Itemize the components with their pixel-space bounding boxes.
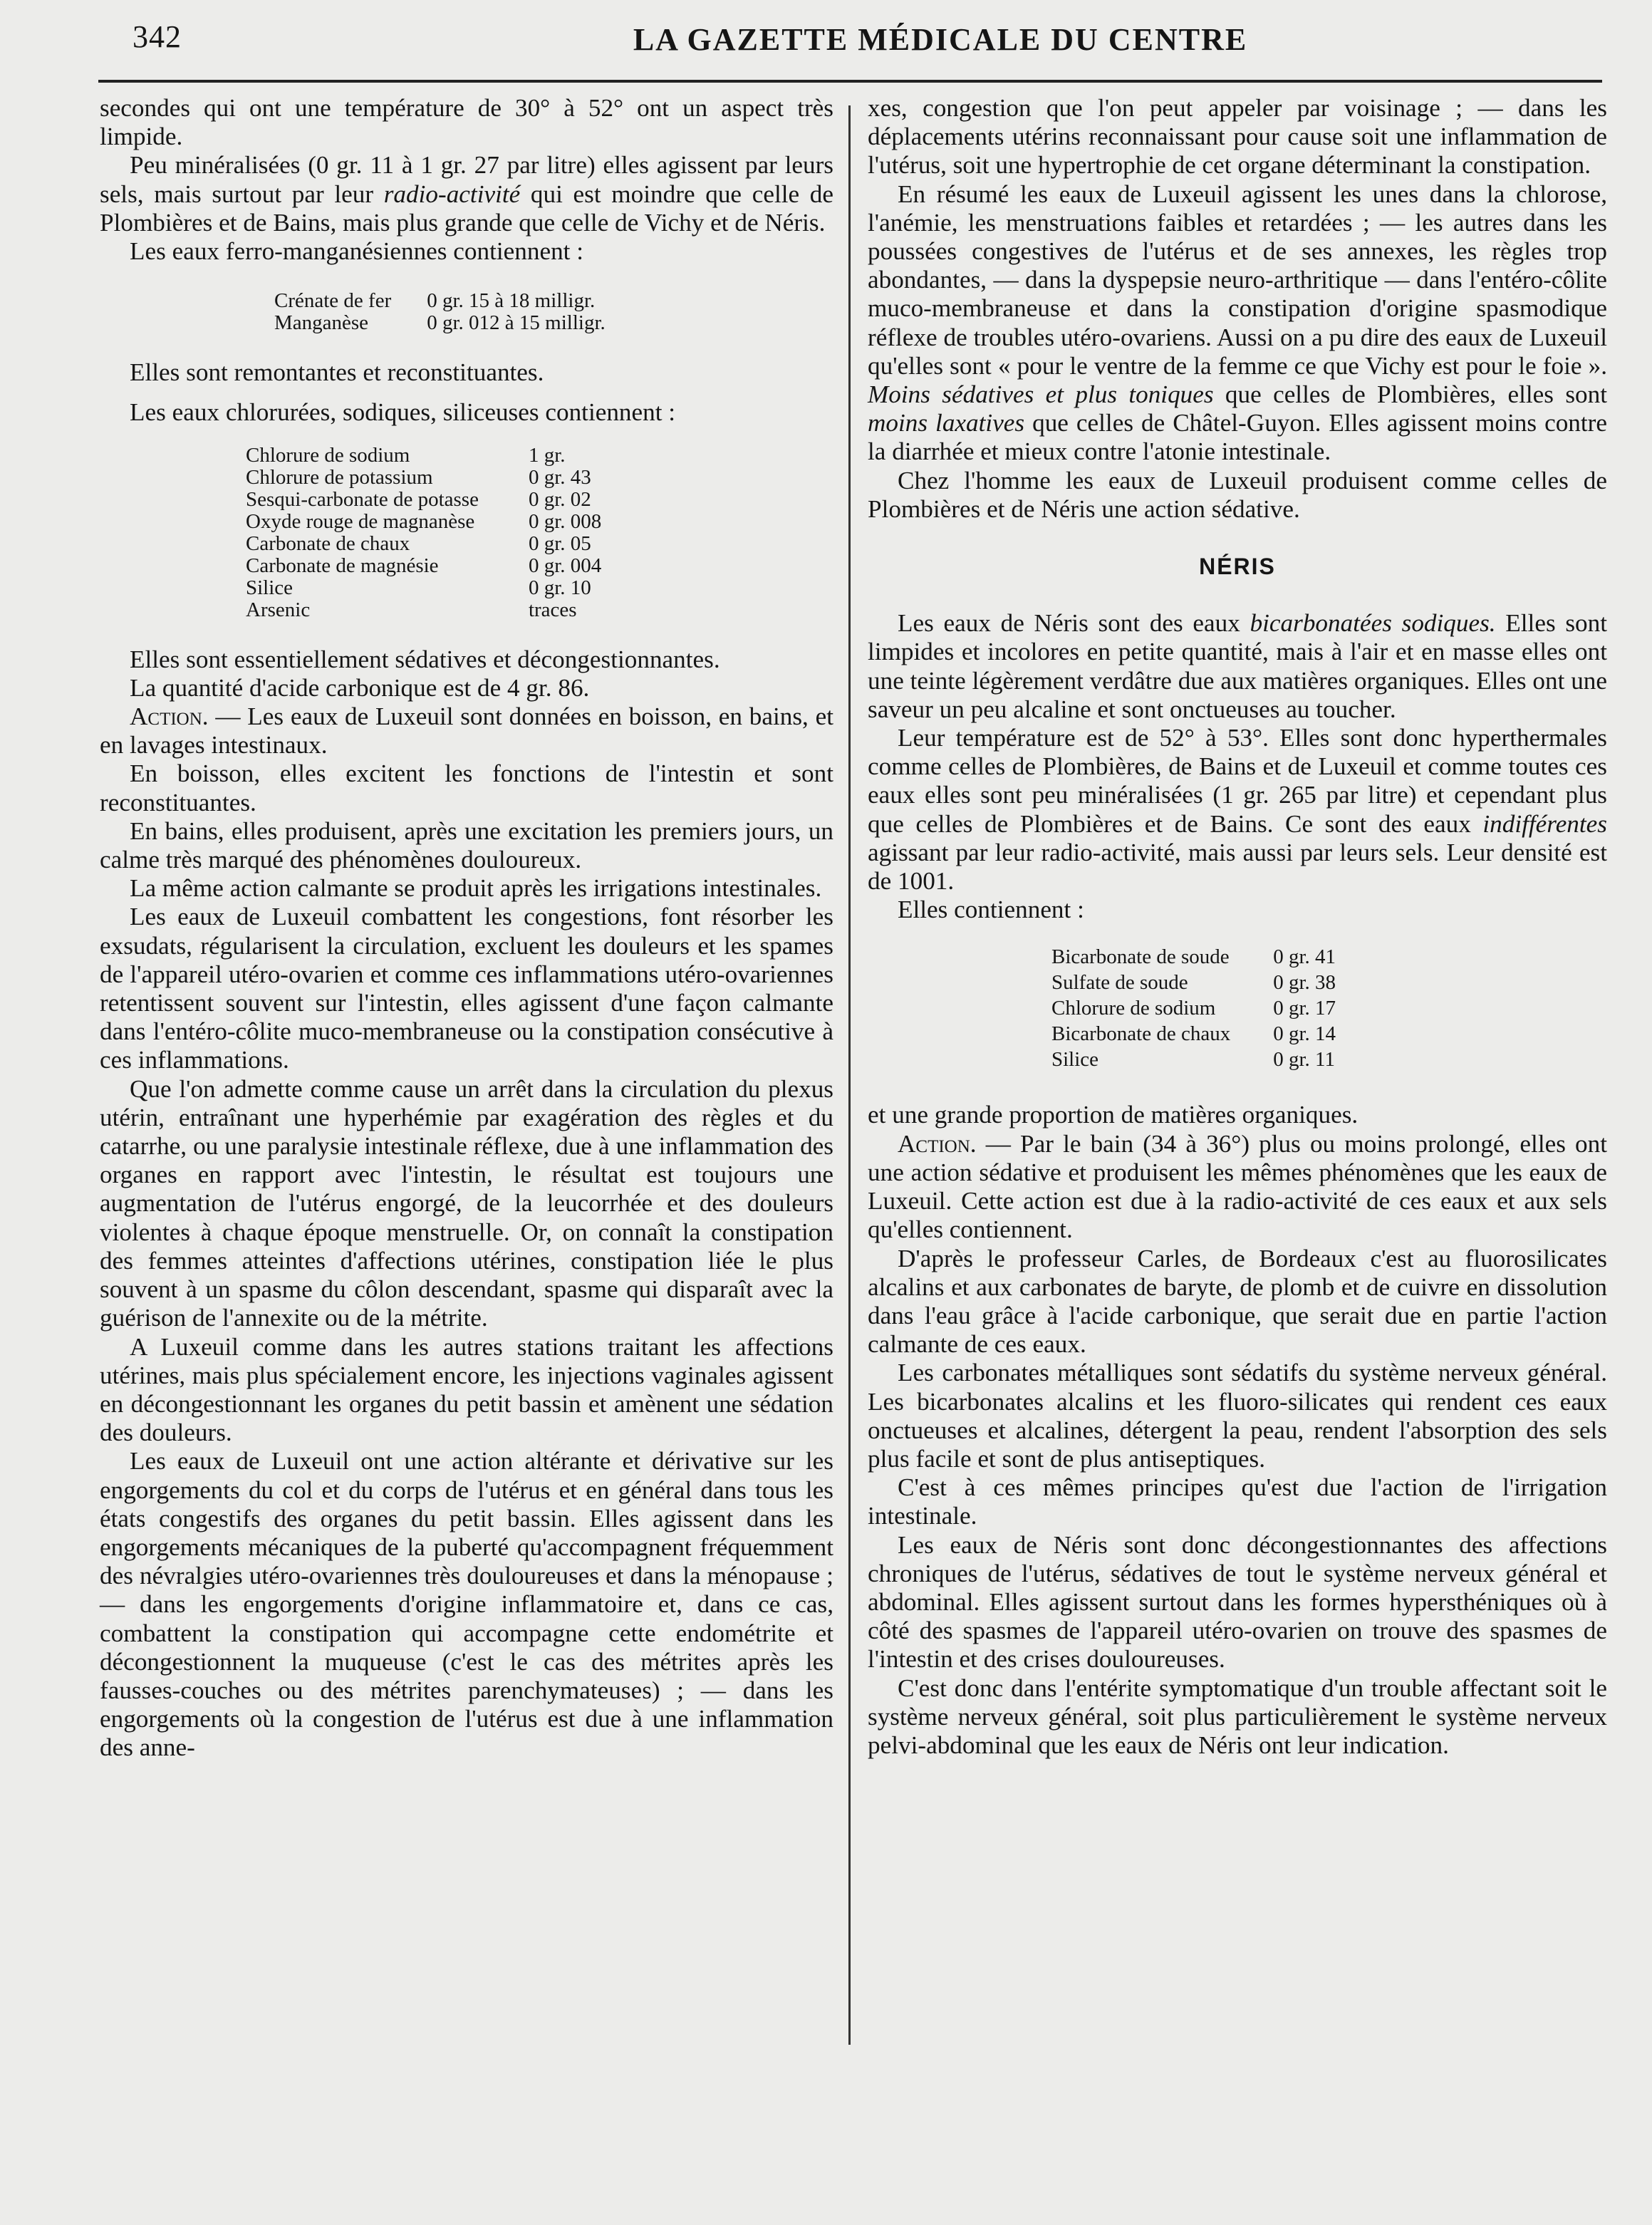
table-cell: Sesqui-carbonate de potasse	[246, 487, 479, 511]
paragraph: Les eaux chlorurées, sodiques, siliceuses contiennent :	[130, 398, 676, 427]
emphasis: moins laxatives	[868, 409, 1025, 437]
table-cell: 0 gr. 11	[1273, 1048, 1335, 1072]
text-run: que celles de Châtel-Guyon. Elles agissent moins contre la diarrhée et mieux contre l'atonie intestinale.	[868, 409, 1607, 466]
table-row	[1051, 1021, 1336, 1047]
paragraph	[868, 1130, 1607, 1245]
running-head: LA GAZETTE MÉDICALE DU CENTRE	[633, 22, 1248, 57]
table-row	[1051, 1047, 1336, 1072]
table-cell: Oxyde rouge de magnanèse	[246, 509, 475, 533]
paragraph	[868, 180, 1607, 467]
text-run: que celles de Plombières, elles sont	[1213, 380, 1607, 409]
table-row	[246, 599, 601, 621]
table-cell: Chlorure de potassium	[246, 465, 433, 489]
table-row	[246, 577, 601, 599]
table-row	[274, 312, 606, 334]
paragraph: La même action calmante se produit après les irrigations intestinales.	[130, 874, 822, 903]
table-row	[246, 489, 601, 511]
paragraph	[868, 609, 1607, 724]
composition-table-neris	[1051, 944, 1336, 1072]
table-cell: 0 gr. 008	[528, 509, 602, 533]
table-row	[246, 445, 601, 467]
paragraph: A Luxeuil comme dans les autres stations traitant les affections utérines, mais plus spécialement encore, les injections vaginales agissent en décongestionnant les organes du petit bassin et amènent une sédation des douleurs.	[100, 1332, 833, 1447]
right-column	[868, 94, 1607, 1760]
paragraph	[868, 724, 1607, 896]
paragraph: Chez l'homme les eaux de Luxeuil produisent comme celles de Plombières et de Néris une action sédative.	[868, 466, 1607, 523]
emphasis: indifférentes	[1482, 809, 1607, 838]
small-caps-lead: Action.	[130, 702, 209, 731]
table-cell: Bicarbonate de soude	[1051, 945, 1230, 969]
composition-table-ferro	[274, 290, 606, 334]
table-cell: Chlorure de sodium	[1051, 997, 1216, 1020]
section-title: NÉRIS	[1199, 554, 1276, 580]
paragraph: La quantité d'acide carbonique est de 4 gr. 86.	[130, 673, 590, 702]
left-column	[100, 94, 833, 1763]
table-cell: 1 gr.	[528, 443, 566, 467]
paragraph: Elles sont essentiellement sédatives et décongestionnantes.	[130, 645, 720, 673]
table-cell: 0 gr. 004	[528, 554, 602, 577]
text-run: Elles sont limpides et incolores en petite quantité, mais à l'air et en masse elles ont une teinte légèrement verdâtre due aux matières organiques. Elles ont une saveur un peu alcaline et sont onctueuses au toucher.	[868, 609, 1607, 723]
table-row	[1051, 995, 1336, 1021]
paragraph: En bains, elles produisent, après une excitation les premiers jours, un calme très marqué des phénomènes douloureux.	[100, 816, 833, 874]
table-cell: 0 gr. 05	[528, 531, 591, 555]
table-cell: Manganèse	[274, 311, 369, 335]
table-cell: traces	[528, 598, 577, 621]
text-run: Les eaux de Néris sont des eaux	[898, 609, 1250, 638]
paragraph: Elles sont remontantes et reconstituantes.	[130, 358, 544, 387]
table-cell: 0 gr. 14	[1273, 1022, 1336, 1046]
table-row	[1051, 944, 1336, 970]
paragraph: Les eaux de Néris sont donc décongestionnantes des affections chroniques de l'utérus, sédatives de tout le système nerveux général et abdominal. Elles agissent surtout dans les formes hypersthéniques où à côté des spasmes de l'appareil utéro-ovarien on trouve des spasmes de l'intestin et des crises douloureuses.	[868, 1530, 1607, 1674]
text-run: Leur température est de 52° à 53°. Elles sont donc hyperthermales comme celles de Plombières, de Bains et de Luxeuil et comme toutes ces eaux elles sont peu minéralisées (1 gr. 265 par litre) et cependant plus que celles de Plombières et de Bains. Ce sont des eaux	[868, 724, 1607, 838]
column-divider	[848, 105, 851, 2045]
text-run: — Les eaux de Luxeuil sont données en boisson, en bains, et en lavages intestinaux.	[100, 702, 833, 759]
paragraph: Elles contiennent :	[898, 896, 1084, 924]
table-row	[246, 533, 601, 555]
paragraph: C'est donc dans l'entérite symptomatique d'un trouble affectant soit le système nerveux général, soit plus particulièrement le système nerveux pelvi-abdominal que les eaux de Néris ont leur indication.	[868, 1674, 1607, 1759]
table-row	[274, 290, 606, 312]
table-cell: 0 gr. 012 à 15 milligr.	[427, 311, 606, 335]
paragraph	[100, 702, 833, 759]
paragraph: Les eaux ferro-manganésiennes contiennent :	[130, 237, 584, 266]
table-row	[1051, 970, 1336, 995]
table-cell: Silice	[1051, 1048, 1099, 1072]
table-row	[246, 511, 601, 533]
table-cell: 0 gr. 10	[528, 576, 591, 599]
paragraph: En boisson, elles excitent les fonctions de l'intestin et sont reconstituantes.	[100, 759, 833, 816]
emphasis: bicarbonatées sodiques.	[1250, 609, 1496, 638]
paragraph: C'est à ces mêmes principes qu'est due l'action de l'irrigation intestinale.	[868, 1473, 1607, 1530]
table-cell: Carbonate de chaux	[246, 531, 410, 555]
text-run: agissant par leur radio-activité, mais aussi par leurs sels. Leur densité est de 1001.	[868, 838, 1607, 896]
emphasis: radio-activité	[383, 180, 521, 208]
paragraph: Les eaux de Luxeuil ont une action altérante et dérivative sur les engorgements du col et du corps de l'utérus et en général dans tous les états congestifs des organes du petit bassin. Elles agissent dans les engorgements mécaniques de la puberté qu'accompagnent fréquemment des névralgies utéro-ovariennes très douloureuses et dans la ménopause ; — dans les engorgements d'origine inflammatoire et, dans ce cas, combattent la constipation qui accompagne cette endométrite et décongestionnent la muqueuse (c'est le cas des métrites après les fausses-couches ou des métrites parenchymateuses) ; — dans les engorgements où la congestion de l'utérus est due à une inflammation des anne-	[100, 1447, 833, 1762]
table-cell: 0 gr. 02	[528, 487, 591, 511]
table-cell: Arsenic	[246, 598, 311, 621]
paragraph: Les eaux de Luxeuil combattent les congestions, font résorber les exsudats, régularisent la circulation, excluent les douleurs et les spames de l'appareil utéro-ovarien et comme ces inflammations utéro-ovariennes retentissent souvent sur l'intestin, elles agissent d'une façon calmante dans l'entéro-côlite muco-membraneuse ou la constipation consécutive à ces inflammations.	[100, 903, 833, 1074]
emphasis: Moins sédatives et plus toniques	[868, 380, 1214, 409]
paragraph: xes, congestion que l'on peut appeler par voisinage ; — dans les déplacements utérins reconnaissant pour cause soit une inflammation de l'utérus, soit une hypertrophie de cet organe déterminant la constipation.	[868, 94, 1607, 180]
table-cell: 0 gr. 15 à 18 milligr.	[427, 289, 596, 313]
paragraph: Que l'on admette comme cause un arrêt dans la circulation du plexus utérin, entraînant une hyperhémie par exagération des règles et du catarrhe, ou une paralysie intestinale réflexe, due à une inflammation des organes en rapport avec l'intestin, le résultat est toujours une augmentation de l'utérus engorgé, de la leucorrhée et des douleurs violentes à chaque époque menstruelle. Or, on connaît la constipation des femmes atteintes d'affections utérines, constipation liée le plus souvent à un spasme du côlon descendant, spasme qui disparaît avec la guérison de l'annexite ou de la métrite.	[100, 1074, 833, 1332]
table-cell: 0 gr. 43	[528, 465, 591, 489]
table-cell: Sulfate de soude	[1051, 971, 1188, 995]
paragraph: et une grande proportion de matières organiques.	[868, 1101, 1359, 1129]
table-cell: 0 gr. 38	[1273, 971, 1336, 995]
text-run: Peu minéralisées (0 gr. 11 à 1 gr. 27 par litre) elles agissent par leurs sels, mais surtout par leur	[100, 151, 833, 208]
text-run: En résumé les eaux de Luxeuil agissent les unes dans la chlorose, l'anémie, les menstruations faibles et retardées ; — les autres dans les poussées congestives de l'utérus et de ses annexes, les règles trop abondantes, — dans la dyspepsie neuro-arthritique — dans l'entéro-côlite muco-membraneuse et dans la constipation d'origine spasmodique réflexe de troubles utéro-ovariens. Aussi on a pu dire des eaux de Luxeuil qu'elles sont « pour le ventre de la femme ce que Vichy est pour le foie ».	[868, 180, 1607, 380]
table-cell: 0 gr. 41	[1273, 945, 1336, 969]
table-cell: Silice	[246, 576, 293, 599]
table-cell: Crénate de fer	[274, 289, 392, 313]
paragraph	[100, 151, 833, 237]
table-cell: 0 gr. 17	[1273, 997, 1336, 1020]
table-row	[246, 467, 601, 489]
paragraph: secondes qui ont une température de 30° à 52° ont un aspect très limpide.	[100, 94, 833, 151]
text-run: — Par le bain (34 à 36°) plus ou moins prolongé, elles ont une action sédative et produisent les mêmes phénomènes que les eaux de Luxeuil. Cette action est due à la radio-activité de ces eaux et aux sels qu'elles contiennent.	[868, 1129, 1607, 1244]
table-cell: Chlorure de sodium	[246, 443, 410, 467]
composition-table-chlorurees	[246, 445, 601, 621]
table-cell: Carbonate de magnésie	[246, 554, 439, 577]
page-number: 342	[133, 19, 182, 54]
small-caps-lead: Action.	[898, 1129, 977, 1158]
header-rule	[98, 80, 1602, 83]
paragraph: Les carbonates métalliques sont sédatifs du système nerveux général. Les bicarbonates alcalins et les fluoro-silicates qui rendent ces eaux onctueuses et alcalines, détergent la peau, rendent l'absorption des sels plus facile et sont de plus antiseptiques.	[868, 1359, 1607, 1473]
table-cell: Bicarbonate de chaux	[1051, 1022, 1231, 1046]
table-row	[246, 555, 601, 577]
text-run: qui est moindre que celle de Plombières et de Bains, mais plus grande que celle de Vichy et de Néris.	[100, 180, 833, 237]
paragraph: D'après le professeur Carles, de Bordeaux c'est au fluorosilicates alcalins et aux carbonates de baryte, de plomb et de cuivre en dissolution dans l'eau grâce à l'acide carbonique, que serait due en partie l'action calmante de ces eaux.	[868, 1244, 1607, 1359]
